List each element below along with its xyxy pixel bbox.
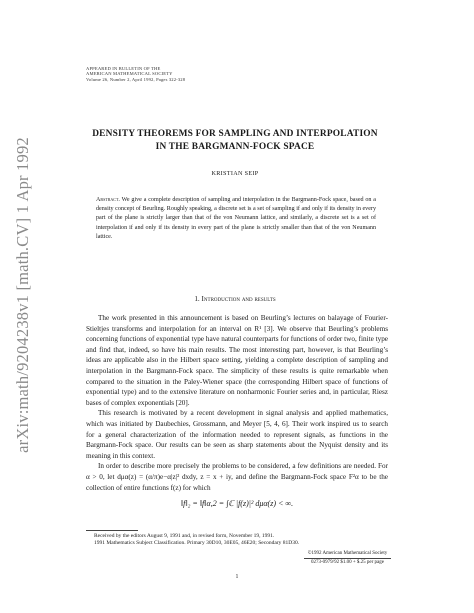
- paragraph: This research is motivated by a recent development in signal analysis and applied mathematics, which was initiated by Daubechies, Grossmann, and Meyer [5, 4, 6]. Their work inspired us to search for a general characterization of the information needed to represent signals, as functions in the Bargmann-Fock space. Our results can be seen as sharp statements about the Nyquist density and its meaning in this context.: [86, 409, 388, 460]
- abstract-text: We give a complete description of sampling and interpolation in the Bargmann-Fock space, based on a density concept of Beurling. Roughly speaking, a discrete set is a set of sampling if and only if its density in every part of the plane is strictly larger than that of the von Neumann lattice, and similarly, a discrete set is a set of interpolation if and only if its density in every part of the plane is strictly smaller than that of the von Neumann lattice.: [96, 197, 376, 240]
- abstract: [96, 196, 376, 242]
- title-line-1: DENSITY THEOREMS FOR SAMPLING AND INTERPOLATION: [92, 129, 378, 139]
- page-number: 1: [235, 574, 239, 580]
- display-equation: ‖f‖₂ = ‖f‖α,2 = ∫ℂ |f(z)|² dμα(z) < ∞.: [180, 499, 294, 508]
- copyright-block: [300, 551, 395, 566]
- journal-header: [86, 66, 185, 82]
- body-text: [86, 313, 388, 493]
- paragraph: The work presented in this announcement is based on Beurling’s lectures on balayage of Fourier-Stieltjes transforms and interpolation for an interval on R¹ [3]. We observe that Beurling’s problems concerning functions of exponential type have natural counterparts for functions of order two, finite type and find that, indeed, so have his main results. The most interesting part, however, is that Beurling’s ideas are applicable also in the Hilbert space setting, yielding a complete description of sampling and interpolation in the Bargmann-Fock space. The simplicity of these results is quite remarkable when compared to the situation in the Paley-Wiener space (the corresponding Hilbert space of functions of exponential type) and to the extensive literature on nonharmonic Fourier series and, in particular, Riesz bases of complex exponentials [20].: [86, 314, 388, 407]
- section-heading: 1. Introduction and results: [194, 295, 276, 303]
- journal-header-line: AMERICAN MATHEMATICAL SOCIETY: [86, 71, 173, 77]
- author-name: KRISTIAN SEIP: [211, 170, 259, 177]
- copyright-notice: ©1992 American Mathematical Society: [307, 551, 388, 556]
- arxiv-identifier-stamp: [10, 105, 36, 485]
- footnote-classification: 1991 Mathematics Subject Classification. Primary 30D10, 30E05, 46E20; Secondary 81D30.: [94, 540, 300, 547]
- paragraph: In order to describe more precisely the problems to be considered, a few definitions are needed. For α > 0, let dμα(z) = (α/π)e−α|z|² dxdy, z = x + iy, and define the Bargmann-Fock space F²α to be the collection of entire functions f(z) for which: [86, 462, 388, 492]
- paper-title: [70, 128, 400, 154]
- footnote-received: Received by the editors August 9, 1991 and, in revised form, November 19, 1991.: [94, 533, 275, 539]
- title-line-2: IN THE BARGMANN-FOCK SPACE: [155, 142, 315, 152]
- footnote-divider: [86, 530, 138, 531]
- abstract-label: Abstract.: [96, 197, 120, 203]
- copyright-price: 0273-0979/92 $1.00 + $.25 per page: [311, 560, 384, 565]
- arxiv-identifier: arXiv:math/9204238v1 [math.CV] 1 Apr 1992: [13, 137, 32, 453]
- journal-header-line: Volume 26, Number 2, April 1992, Pages 322-328: [86, 76, 186, 82]
- footnotes: [86, 533, 396, 548]
- copyright-rule: [304, 558, 391, 559]
- journal-header-line: APPEARED IN BULLETIN OF THE: [86, 66, 161, 71]
